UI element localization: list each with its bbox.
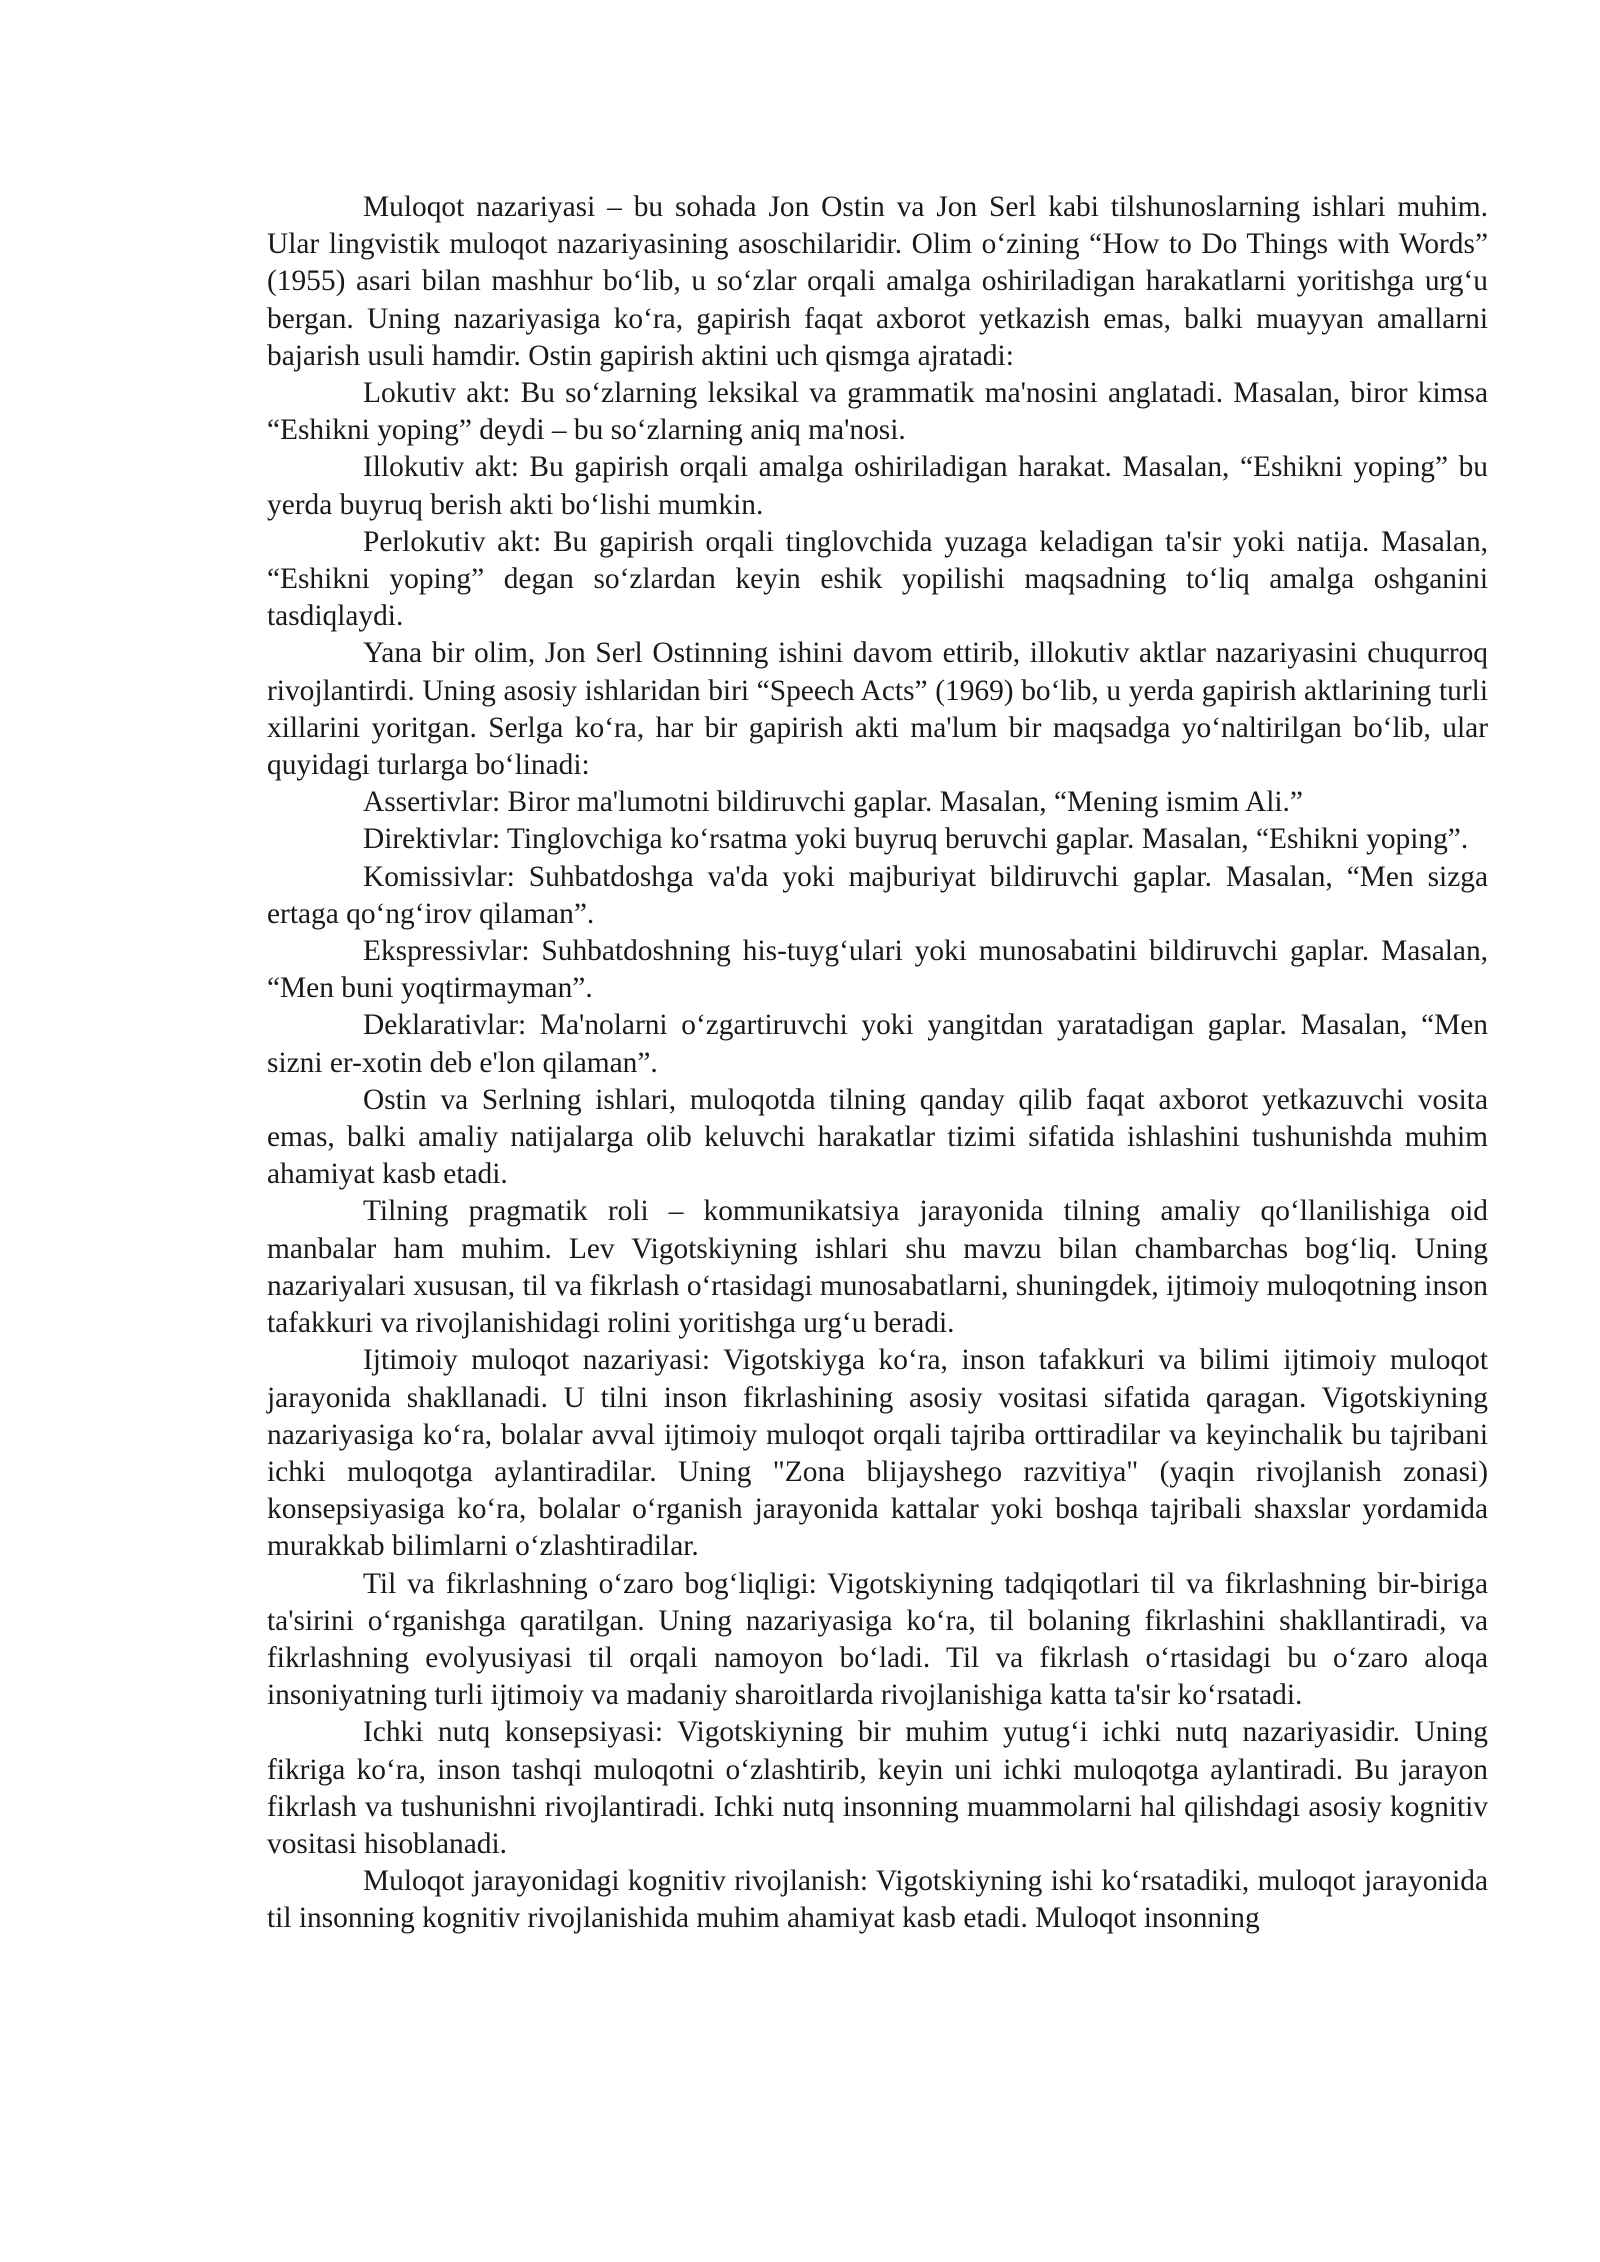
paragraph: Muloqot nazariyasi – bu sohada Jon Ostin va Jon Serl kabi tilshunoslarning ishlari muhim. Ular lingvistik muloqot nazariyasining asoschilaridir. Olim o‘zining “How to Do Things with Words” (1955) asari bilan mashhur bo‘lib, u so‘zlar orqali amalga oshiriladigan harakatlarni yoritishga urg‘u bergan. Uning nazariyasiga ko‘ra, gapirish faqat axborot yetkazish emas, balki muayyan amallarni bajarish usuli hamdir. Ostin gapirish aktini uch qismga ajratadi: xyxy=(267,191,1488,372)
paragraph: Ijtimoiy muloqot nazariyasi: Vigotskiyga ko‘ra, inson tafakkuri va bilimi ijtimoiy muloqot jarayonida shakllanadi. U tilni inson fikrlashining asosiy vositasi sifatida qaragan. Vigotskiyning nazariyasiga ko‘ra, bolalar avval ijtimoiy muloqot orqali tajriba orttiradilar va keyinchalik bu tajribani ichki muloqotga aylantiradilar. Uning "Zona blijayshego razvitiya" (yaqin rivojlanish zonasi) konsepsiyasiga ko‘ra, bolalar o‘rganish jarayonida kattalar yoki boshqa tajribali shaxslar yordamida murakkab bilimlarni o‘zlashtiradilar. xyxy=(267,1344,1488,1563)
paragraph: Komissivlar: Suhbatdoshga va'da yoki majburiyat bildiruvchi gaplar. Masalan, “Men sizga ertaga qo‘ng‘irov qilaman”. xyxy=(267,860,1488,930)
paragraph: Ostin va Serlning ishlari, muloqotda tilning qanday qilib faqat axborot yetkazuvchi vosita emas, balki amaliy natijalarga olib keluvchi harakatlar tizimi sifatida ishlashini tushunishda muhim ahamiyat kasb etadi. xyxy=(267,1083,1488,1191)
paragraph: Yana bir olim, Jon Serl Ostinning ishini davom ettirib, illokutiv aktlar nazariyasini chuqurroq rivojlantirdi. Uning asosiy ishlaridan biri “Speech Acts” (1969) bo‘lib, u yerda gapirish aktlarining turli xillarini yoritgan. Serlga ko‘ra, har bir gapirish akti ma'lum bir maqsadga yo‘naltirilgan bo‘lib, ular quyidagi turlarga bo‘linadi: xyxy=(267,637,1488,782)
paragraph: Til va fikrlashning o‘zaro bog‘liqligi: Vigotskiyning tadqiqotlari til va fikrlashning bir-biriga ta'sirini o‘rganishga qaratilgan. Uning nazariyasiga ko‘ra, til bolaning fikrlashini shakllantiradi, va fikrlashning evolyusiyasi til orqali namoyon bo‘ladi. Til va fikrlash o‘rtasidagi bu o‘zaro aloqa insoniyatning turli ijtimoiy va madaniy sharoitlarda rivojlanishiga katta ta'sir ko‘rsatadi. xyxy=(267,1567,1488,1712)
paragraph: Perlokutiv akt: Bu gapirish orqali tinglovchida yuzaga keladigan ta'sir yoki natija. Masalan, “Eshikni yoping” degan so‘zlardan keyin eshik yopilishi maqsadning to‘liq amalga oshganini tasdiqlaydi. xyxy=(267,525,1488,633)
paragraph: Ekspressivlar: Suhbatdoshning his-tuyg‘ulari yoki munosabatini bildiruvchi gaplar. Masalan, “Men buni yoqtirmayman”. xyxy=(267,935,1488,1005)
paragraph: Illokutiv akt: Bu gapirish orqali amalga oshiriladigan harakat. Masalan, “Eshikni yoping” bu yerda buyruq berish akti bo‘lishi mumkin. xyxy=(267,451,1488,521)
paragraph: Assertivlar: Biror ma'lumotni bildiruvchi gaplar. Masalan, “Mening ismim Ali.” xyxy=(363,786,1303,819)
paragraph: Muloqot jarayonidagi kognitiv rivojlanish: Vigotskiyning ishi ko‘rsatadiki, muloqot jarayonida til insonning kognitiv rivojlanishida muhim ahamiyat kasb etadi. Muloqot insonning xyxy=(267,1865,1488,1935)
paragraph: Deklarativlar: Ma'nolarni o‘zgartiruvchi yoki yangitdan yaratadigan gaplar. Masalan, “Men sizni er-xotin deb e'lon qilaman”. xyxy=(267,1009,1488,1079)
paragraph: Tilning pragmatik roli – kommunikatsiya jarayonida tilning amaliy qo‘llanilishiga oid manbalar ham muhim. Lev Vigotskiyning ishlari shu mavzu bilan chambarchas bog‘liq. Uning nazariyalari xususan, til va fikrlash o‘rtasidagi munosabatlarni, shuningdek, ijtimoiy muloqotning inson tafakkuri va rivojlanishidagi rolini yoritishga urg‘u beradi. xyxy=(267,1195,1488,1340)
paragraph: Ichki nutq konsepsiyasi: Vigotskiyning bir muhim yutug‘i ichki nutq nazariyasidir. Uning fikriga ko‘ra, inson tashqi muloqotni o‘zlashtirib, keyin uni ichki muloqotga aylantiradi. Bu jarayon fikrlash va tushunishni rivojlantiradi. Ichki nutq insonning muammolarni hal qilishdagi asosiy kognitiv vositasi hisoblanadi. xyxy=(267,1716,1488,1860)
paragraph: Direktivlar: Tinglovchiga ko‘rsatma yoki buyruq beruvchi gaplar. Masalan, “Eshikni yoping”. xyxy=(363,823,1469,856)
paragraph: Lokutiv akt: Bu so‘zlarning leksikal va grammatik ma'nosini anglatadi. Masalan, biror kimsa “Eshikni yoping” deydi – bu so‘zlarning aniq ma'nosi. xyxy=(267,377,1488,447)
document-page xyxy=(267,189,1488,1938)
